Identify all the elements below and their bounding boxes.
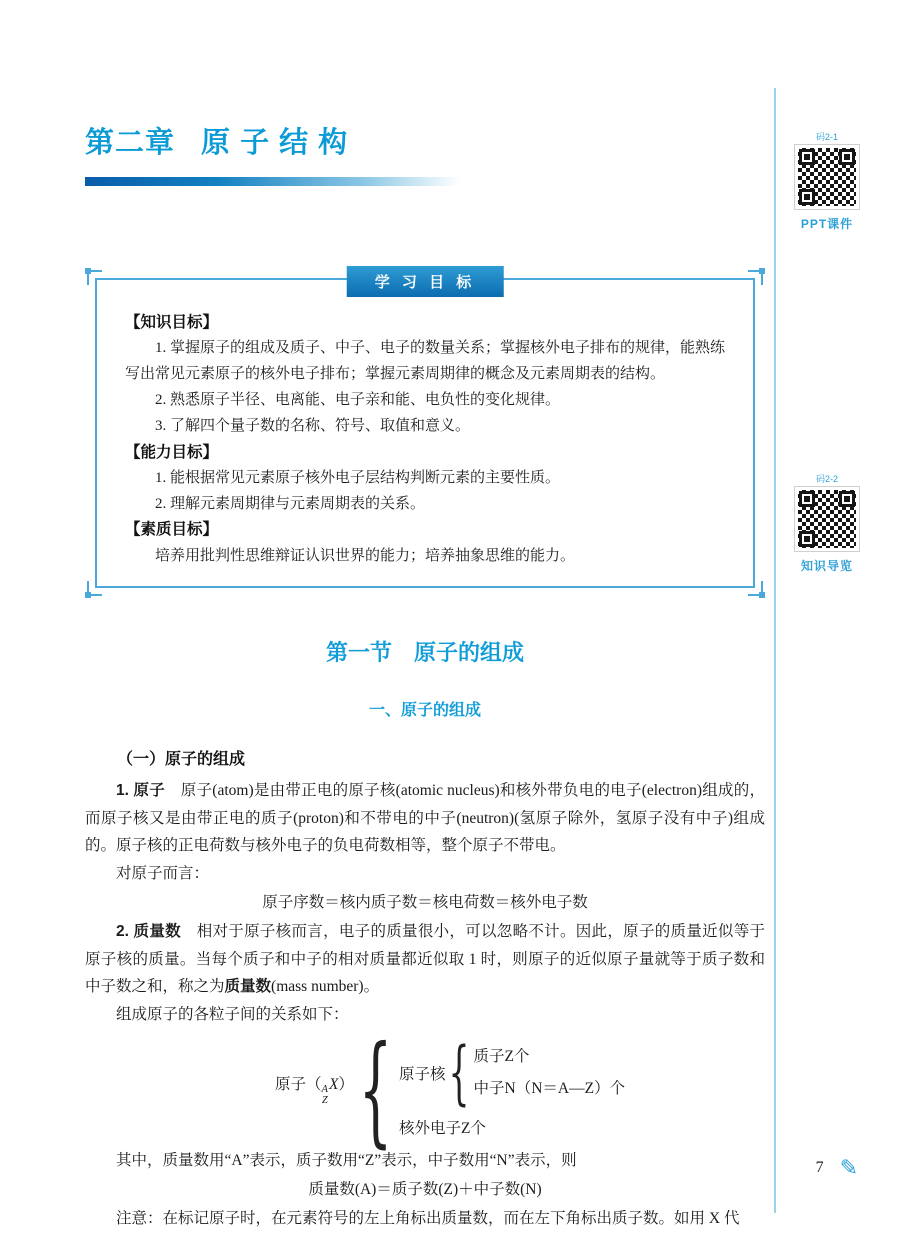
paragraph-mass-number-lead: 2. 质量数 (116, 922, 181, 940)
paragraph-note: 注意：在标记原子时，在元素符号的左上角标出质量数，而在左下角标出质子数。如用 X 代 (116, 1209, 740, 1227)
quality-objectives-title: 【素质目标】 (125, 521, 219, 539)
qr-code-knowledge-map (795, 487, 859, 551)
frame-corner-top-right (748, 270, 763, 285)
paragraph-relation-intro: 组成原子的各粒子间的关系如下： (116, 1006, 349, 1024)
paragraph-for-atom: 对原子而言： (116, 865, 210, 883)
knowledge-objective-item: 3. 了解四个量子数的名称、符号、取值和意义。 (155, 417, 471, 434)
element-symbol: X (328, 1075, 339, 1093)
qr-block-knowledge-map (785, 472, 869, 574)
ability-objectives-title: 【能力目标】 (125, 443, 219, 461)
paragraph-mass-number-text-b: (mass number)。 (271, 978, 380, 996)
paragraph-symbols: 其中，质量数用“A”表示，质子数用“Z”表示，中子数用“N”表示，则 (116, 1152, 577, 1170)
chapter-title (85, 120, 765, 161)
qr-caption-knowledge-map: 知识导览 (800, 559, 853, 573)
diagram-open-paren: （ (306, 1075, 322, 1093)
nucleus-label: 原子核 (399, 1066, 446, 1084)
qr-tag-label: 码2-2 (815, 474, 838, 484)
knowledge-objective-item: 1. 掌握原子的组成及质子、中子、电子的数量关系；掌握核外电子排布的规律，能熟练写出常见元素原子的核外电子排布；掌握元素周期律的概念及元素周期表的结构。 (125, 340, 726, 383)
subsection-heading: （一）原子的组成 (117, 750, 246, 768)
paragraph-atom-text: 原子(atom)是由带正电的原子核(atomic nucleus)和核外带负电的电子(electron)组成的，而原子核又是由带正电的质子(proton)和不带电的中子(neutron)(氢原子除外，氢原子没有中子)组成的。原子核的正电荷数与核外电子的负电荷数相等，整个原子不带电。 (85, 781, 766, 855)
qr-caption-ppt: PPT课件 (800, 217, 854, 231)
neutron-line: 中子N（N＝A—Z）个 (473, 1080, 626, 1098)
diagram-atom-label (275, 1072, 354, 1107)
ability-objective-item: 2. 理解元素周期律与元素周期表的关系。 (155, 495, 426, 512)
frame-corner-top-left (87, 270, 102, 285)
proton-number-subscript: Z (321, 1095, 328, 1107)
content-column (85, 120, 765, 1233)
pencil-icon: ✎ (839, 1155, 858, 1180)
mass-number-superscript: A (321, 1083, 328, 1095)
page-footer (816, 1155, 858, 1181)
nucleus-particles-column (474, 1041, 626, 1106)
chapter-title-underline (85, 177, 460, 186)
atom-composition-diagram (275, 1018, 765, 1160)
nuclide-scripts (322, 1084, 328, 1107)
diagram-close-paren: ） (338, 1075, 354, 1093)
page-edge-line (774, 88, 776, 1213)
proton-line: 质子Z个 (473, 1047, 530, 1065)
frame-corner-bottom-right (748, 581, 763, 596)
ability-objective-item: 1. 能根据常见元素原子核外电子层结构判断元素的主要性质。 (155, 469, 561, 486)
qr-finder-icon (839, 149, 855, 165)
learning-objectives-box (95, 274, 755, 588)
chapter-name: 原 子 结 构 (201, 127, 349, 159)
qr-tag-label: 码2-1 (815, 132, 838, 142)
paragraph-mass-number (85, 918, 765, 1002)
qr-finder-icon (799, 149, 815, 165)
qr-finder-icon (839, 491, 855, 507)
qr-block-ppt (785, 130, 869, 232)
qr-code-ppt (795, 145, 859, 209)
paragraph-atom-lead: 1. 原子 (116, 781, 166, 799)
formula-atomic-number: 原子序数＝核内质子数＝核电荷数＝核外电子数 (262, 894, 588, 912)
learning-objectives-tab: 学 习 目 标 (347, 266, 504, 297)
subsection-title: 一、原子的组成 (368, 701, 481, 719)
inner-brace: { (448, 1032, 470, 1114)
knowledge-objectives-title: 【知识目标】 (125, 314, 219, 331)
section-title: 第一节 原子的组成 (325, 639, 524, 665)
mass-number-term: 质量数 (224, 978, 272, 996)
qr-finder-icon (799, 531, 815, 547)
knowledge-objective-item: 2. 熟悉原子半径、电离能、电子亲和能、电负性的变化规律。 (155, 391, 561, 408)
formula-mass-number: 质量数(A)＝质子数(Z)＋中子数(N) (308, 1181, 542, 1199)
diagram-atom-word: 原子 (275, 1075, 307, 1093)
page-number: 7 (815, 1159, 824, 1176)
qr-finder-icon (799, 189, 815, 205)
electron-line: 核外电子Z个 (399, 1119, 486, 1137)
paragraph-mass-number-text-a: 相对于原子核而言，电子的质量很小，可以忽略不计。因此，原子的质量近似等于原子核的质量。当每个质子和中子的相对质量都近似取 1 时，则原子的近似原子量就等于质子数和中子数之和，称之为 (85, 922, 765, 996)
frame-corner-bottom-left (87, 581, 102, 596)
outer-brace: { (358, 1018, 393, 1160)
paragraph-atom (85, 777, 765, 861)
nucleus-row (399, 1032, 626, 1114)
quality-objective-item: 培养用批判性思维辩证认识世界的能力；培养抽象思维的能力。 (155, 547, 576, 564)
chapter-number: 第二章 (85, 127, 176, 159)
diagram-outer-column (399, 1032, 626, 1138)
qr-finder-icon (799, 491, 815, 507)
